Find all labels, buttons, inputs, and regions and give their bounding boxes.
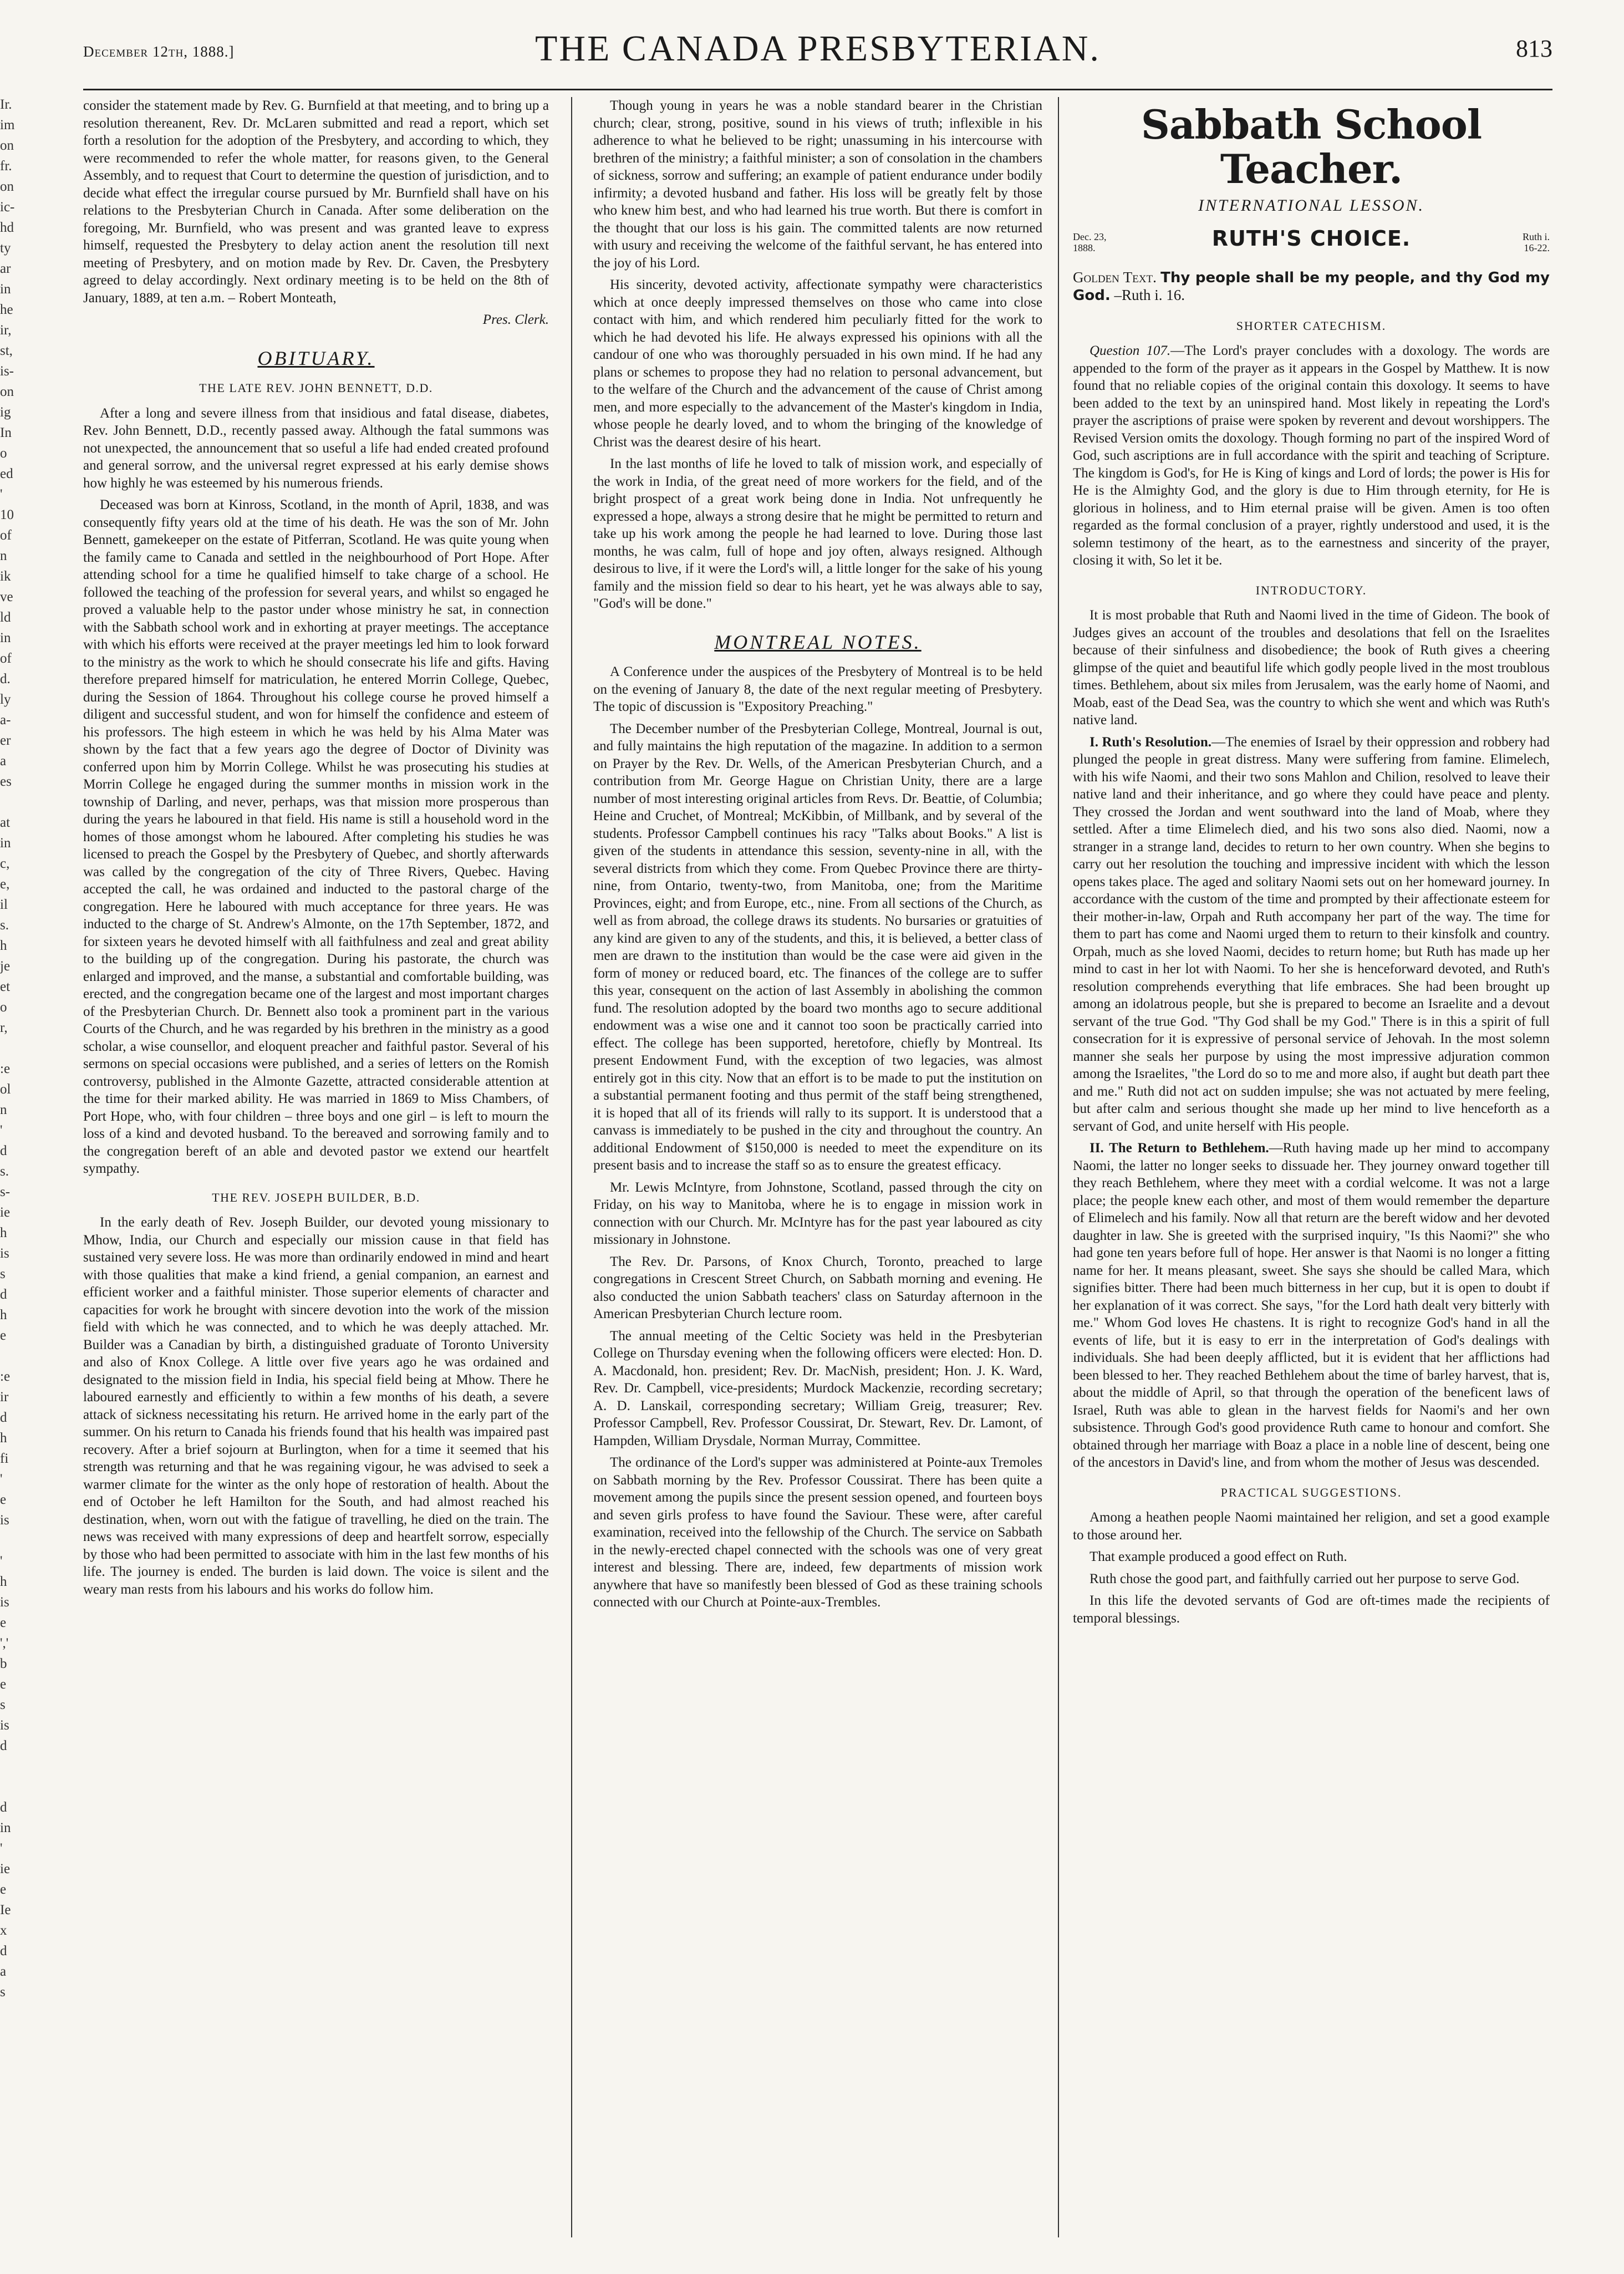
gutter-fragment: is: [0, 1246, 9, 1261]
gutter-fragment: e: [0, 1492, 7, 1507]
obituary-builder-continued-paragraph: Though young in years he was a noble standard bearer in the Christian church; clear, strong, positive, sound in his views of truth; inflexible in his adherence to what he believed to be right; unassuming in his intercourse with brethren of the ministry; a faithful minister; a son of consolation in the chambers of sickness, sorrow and suffering; an example of patient endurance under bodily infirmity; a devoted husband and father. His loss will be greatly felt by those who knew him best, and who had learned his true worth. But there is comfort in the thought that our loss is his gain. The committed talents are now returned with usury and receiving the welcome of the faithful servant, he has entered into the joy of his Lord.: [593, 98, 1042, 271]
gutter-fragment: [0, 1777, 22, 1797]
column-3: [1073, 97, 1550, 1631]
gutter-fragment: of: [0, 651, 12, 666]
lesson-title: RUTH'S CHOICE.: [1211, 226, 1411, 251]
gutter-fragment: ie: [0, 1861, 11, 1876]
gutter-fragment: e: [0, 1677, 7, 1692]
section-lead: II. The Return to Bethlehem.: [1090, 1141, 1269, 1156]
column-1: [83, 97, 549, 1603]
gutter-fragment: ic-: [0, 200, 15, 215]
gutter-fragment: fr.: [0, 159, 12, 174]
practical-suggestion: In this life the devoted servants of God are oft-times made the recipients of temporal blessings.: [1073, 1593, 1550, 1626]
practical-suggestion: Ruth chose the good part, and faithfully carried out her purpose to serve God.: [1090, 1571, 1520, 1586]
gutter-fragment: st,: [0, 343, 13, 358]
introductory-paragraph: It is most probable that Ruth and Naomi lived in the time of Gideon. The book of Judges gives an account of the troubles and desolations that fell on the Israelites because of their sinfulness and disobedience; the book of Ruth gives a cheering glimpse of the quiet and beautiful life which godly people lived in the most troublous times. Bethlehem, about six miles from Jerusalem, was the early home of Naomi, and Moab, east of the Dead Sea, was the country to which she went and which was Ruth's native land.: [1073, 608, 1550, 728]
obituary-bennett-paragraph: After a long and severe illness from that insidious and fatal disease, diabetes, Rev. John Bennett, D.D., recently passed away. Although the fatal summons was not unexpected, the announcement that so useful a life had ended created profound and general sorrow, and the universal regret expressed at his early demise shows how highly he was esteemed by his numerous friends.: [83, 405, 549, 491]
gutter-fragment: s-: [0, 1184, 11, 1199]
header-date: December 12th, 1888.]: [83, 43, 235, 60]
gutter-fragment: o: [0, 446, 7, 461]
page-header: [83, 21, 1552, 82]
column-2: [593, 97, 1042, 1616]
gutter-fragment: is: [0, 1718, 9, 1733]
montreal-notes-paragraph: Mr. Lewis McIntyre, from Johnstone, Scotland, passed through the city on Friday, on his way to Manitoba, where he is to engage in mission work in connection with our Church. Mr. McIntyre has for the past year laboured as city missionary in Johnstone.: [593, 1179, 1042, 1247]
gutter-fragment: s: [0, 1266, 6, 1281]
gutter-fragment: [0, 1756, 22, 1777]
gutter-fragment: et: [0, 979, 11, 994]
catechism-heading: SHORTER CATECHISM.: [1236, 318, 1387, 333]
gutter-fragment: s.: [0, 918, 9, 933]
montreal-notes-paragraph: The annual meeting of the Celtic Society was held in the Presbyterian College on Thursday evening when the following officers were elected: Hon. D. A. Macdonald, hon. president; Rev. Dr. MacNish, president; Hon. J. K. Ward, Rev. Dr. Campbell, vice-presidents; Murdock Mackenzie, recording secretary; A. D. Lanskail, corresponding secretary; William Greig, treasurer; Rev. Professor Campbell, Rev. Professor Coussirat, Dr. Stewart, Rev. Dr. Lamont, of Hampden, William Drysdale, Norman Murray, Committee.: [593, 1328, 1042, 1448]
lesson-reference-line: 16-22.: [1524, 242, 1550, 253]
obituary-builder-paragraph: In the early death of Rev. Joseph Builder, our devoted young missionary to Mhow, India, our Church and especially our mission cause in that field has sustained very severe loss. He was more than ordinarily endowed in mind and heart with those qualities that make a kind friend, a genial companion, an earnest and efficient worker and a faithful minister. Those superior elements of character and capacities for work he brought with sincere devotion into the work of the mission field with which he was connected, and to which he was deeply attached. Mr. Builder was a Canadian by birth, a distinguished graduate of Toronto University and also of Knox College. A little over five years ago he was ordained and designated to the mission field in India, his special field being at Mhow. There he laboured earnestly and efficiently to within a few months of his death, a severe attack of sickness necessitating his return. He arrived home in the early part of the summer. On his return to Canada his friends found that his health was impaired past recovery. After a brief sojourn at Burlington, when for a time it seemed that his strength was returning and that he was regaining vigour, he was advised to seek a warmer climate for the winter as the only hope of restoration of health. About the end of October he left Hamilton for the South, and had almost reached his destination, when, worn out with the fatigue of travelling, he died on the train. The news was received with many expressions of deep and heartfelt sorrow, especially by those who had been permitted to associate with him in the last few months of his life. The journey is ended. The burden is laid down. The voice is silent and the weary man rests from his labours and his works do follow him.: [83, 1215, 549, 1597]
lesson-reference-line: Ruth i.: [1522, 231, 1550, 242]
gutter-fragment: ol: [0, 1082, 11, 1097]
gutter-fragment: s.: [0, 1164, 9, 1179]
gutter-fragment: d: [0, 1738, 7, 1753]
montreal-notes-title: MONTREAL NOTES.: [714, 630, 922, 653]
gutter-fragment: r,: [0, 1020, 8, 1035]
lesson-reference: [1523, 231, 1550, 253]
gutter-fragment: is-: [0, 364, 14, 379]
gutter-fragment: [0, 792, 22, 812]
obituary-builder-continued-paragraph: In the last months of life he loved to talk of mission work, and especially of the work in India, of the great need of more workers for the field, and of the bright prospect of a great work being done in India. Not unfrequently he expressed a hope, always a strong desire that he might be permitted to return and take up his work among the people he had learned to love. During those last months, he was calm, full of hope and joy often, always resigned. Although desirous to live, if it were the Lord's will, a little longer for the sake of his young family and the mission field so dear to his heart, yet he was always able to say, "God's will be done.": [593, 456, 1042, 611]
golden-text-reference: –Ruth i. 16.: [1114, 287, 1185, 303]
gutter-fragment: In: [0, 425, 12, 440]
gutter-fragment: [0, 1038, 22, 1059]
gutter-fragment: x: [0, 1923, 7, 1938]
catechism-paragraph: [1073, 342, 1550, 569]
gutter-fragment: ',': [0, 1636, 9, 1651]
obituary-section-title: OBITUARY.: [257, 347, 375, 369]
gutter-fragment: d: [0, 1143, 7, 1158]
gutter-fragment: e: [0, 1615, 7, 1630]
header-title: THE CANADA PRESBYTERIAN.: [535, 28, 1101, 69]
gutter-fragment: h: [0, 938, 7, 953]
left-gutter-fragments: [0, 94, 22, 2246]
gutter-fragment: ': [0, 487, 3, 502]
gutter-fragment: h: [0, 1225, 7, 1240]
gutter-fragment: at: [0, 815, 11, 830]
gutter-fragment: e: [0, 1328, 7, 1343]
gutter-fragment: ie: [0, 1205, 11, 1220]
obituary-bennett-heading: THE LATE REV. JOHN BENNETT, D.D.: [199, 381, 433, 395]
practical-suggestions-heading: PRACTICAL SUGGESTIONS.: [1220, 1485, 1402, 1499]
gutter-fragment: ed: [0, 466, 13, 481]
lesson-date-line: 1888.: [1073, 242, 1096, 253]
montreal-notes-paragraph: The ordinance of the Lord's supper was administered at Pointe-aux Tremoles on Sabbath morning by the Rev. Professor Coussirat. There has been quite a movement among the pupils since the present session opened, and fourteen boys and seven girls profess to have found the Saviour. These were, after careful examination, received into the fellowship of the Church. The service on Sabbath in the newly-erected chapel connected with the schools was one of very great interest and blessing. There are, indeed, few departments of mission work anywhere that have so manifestly been blessed of God as these training schools connected with our Church at Pointe-aux-Trembles.: [593, 1455, 1042, 1610]
gutter-fragment: ': [0, 1472, 3, 1487]
gutter-fragment: ': [0, 1841, 3, 1856]
gutter-fragment: is: [0, 1513, 9, 1528]
obituary-builder-continued-paragraph: His sincerity, devoted activity, affectionate sympathy were characteristics which at once deeply impressed themselves on those who came into close contact with him, and which rendered him peculiarly fitted for the work to which he had devoted his life. He always expressed his opinions with all the candour of one who was thoroughly persuaded in his own mind. If he had any plans or schemes to propose they had no relation to personal advancement, but to the welfare of the Church and the advancement of the cause of Christ among men, and more especially to the advancement of the Master's kingdom in India, whose people he dearly loved, and to whom the bringing of the knowledge of Christ was the dearest desire of his heart.: [593, 277, 1042, 450]
gutter-fragment: er: [0, 733, 11, 748]
practical-suggestion: That example produced a good effect on Ruth.: [1090, 1549, 1347, 1564]
gutter-fragment: :e: [0, 1061, 11, 1076]
gutter-fragment: a: [0, 754, 7, 769]
gutter-fragment: in: [0, 630, 11, 645]
gutter-fragment: a-: [0, 713, 11, 728]
golden-text-verse: Thy people shall be my people, and thy God my God.: [1073, 269, 1550, 304]
gutter-fragment: il: [0, 897, 8, 912]
gutter-fragment: in: [0, 836, 11, 851]
gutter-fragment: h: [0, 1574, 7, 1589]
practical-suggestion: Among a heathen people Naomi maintained her religion, and set a good example to those around her.: [1073, 1510, 1550, 1543]
gutter-fragment: e: [0, 1882, 7, 1897]
gutter-fragment: Ie: [0, 1902, 11, 1917]
gutter-fragment: hd: [0, 220, 14, 235]
gutter-fragment: h: [0, 1431, 7, 1446]
catechism-text: —The Lord's prayer concludes with a doxology. The words are appended to the form of the prayer as it appears in the Gospel by Matthew. It is now found that no reliable copies of the original contain this doxology. It seems to have been added to the text by an uninspired hand. Most likely in repeating the Lord's prayer the ascriptions of praise were spoken by reverent and devout worshippers. The Revised Version omits the doxology. Though forming no part of the inspired Word of God, such ascriptions are in full accordance with the spirit and teaching of Scripture. The kingdom is God's, for He is King of kings and Lord of lords; the power is His for He is the Almighty God, and the glory is due to Him through eternity, for He is glorious in holiness, and to Him eternal praise will be given. Amen is too often regarded as the formal conclusion of a prayer, rightly understood and used, it is the solemn testimony of the heart, as to the earnestness and sincerity of the prayer, closing it with, So let it be.: [1073, 343, 1550, 568]
column-divider-2: [1058, 97, 1059, 2237]
gutter-fragment: ir: [0, 1390, 9, 1405]
gutter-fragment: d: [0, 1944, 7, 1958]
montreal-notes-paragraph: The Rev. Dr. Parsons, of Knox Church, Toronto, preached to large congregations in Crescent Street Church, on Sabbath morning and evening. He also conducted the union Sabbath teachers' class on Saturday afternoon in the American Presbyterian Church lecture room.: [593, 1254, 1042, 1321]
gutter-fragment: es: [0, 774, 12, 789]
gutter-fragment: [0, 1530, 22, 1551]
section-return-to-bethlehem: [1073, 1139, 1550, 1472]
gutter-fragment: d.: [0, 671, 11, 686]
gutter-fragment: ik: [0, 569, 11, 584]
gutter-fragment: on: [0, 179, 14, 194]
golden-text: [1073, 269, 1550, 305]
gutter-fragment: ld: [0, 610, 11, 625]
montreal-notes-paragraph: The December number of the Presbyterian College, Montreal, Journal is out, and fully maintains the high reputation of the magazine. In addition to a sermon on Prayer by the Rev. Dr. Wells, of the American Presbyterian Church, and a contribution from Mr. George Hague on Christian Unity, there are a large number of most interesting original articles from Revs. Dr. Beattie, of Columbia; Heine and Cruchet, of Montreal; McKibbin, of Millbank, and by several of the students. Professor Campbell continues his racy "Talks about Books." A list is given of the students in attendance this session, seventy-nine in all, with the several districts from which they come. From Quebec Province there are thirty-nine, from Ontario, twenty-two, from Manitoba, one; from the Maritime Provinces, eight; and from Europe, etc., nine. From all sections of the Church, as well as from abroad, the college draws its students. No bursaries or gratuities of any kind are given to any of the students, and this, it is believed, a better class of men are drawn to the institution than would be the case were aid given in the form of money or reduced board, etc. The finances of the college are to suffer this year, consequent on the action of last Assembly in abolishing the common fund. The resolution adopted by the board two months ago to secure additional endowment was a wise one and it cannot too soon be practically carried into effect. The college has been supported, heretofore, chiefly by Montreal. Its present Endowment Fund, with the exception of two legacies, was almost entirely got in this city. Now that an effort is to be made to put the institution on a substantial permanent footing and thus permit of the staff being strengthened, it is hoped that all of its friends will rally to its support. It is understood that a canvass is immediately to be pushed in the city and throughout the country. An additional Endowment of $150,000 is needed to meet the expenditure on its present basis and to increase the staff so as to ensure the greatest efficacy.: [593, 721, 1042, 1173]
gutter-fragment: c,: [0, 856, 10, 871]
header-rule: [83, 89, 1552, 90]
gutter-fragment: a: [0, 1964, 7, 1979]
gutter-fragment: d: [0, 1410, 7, 1425]
lesson-heading-row: [1073, 226, 1550, 261]
section-ruths-resolution: [1073, 734, 1550, 1136]
gutter-fragment: [0, 1346, 22, 1366]
lesson-date-line: Dec. 23,: [1073, 231, 1107, 242]
gutter-fragment: in: [0, 1820, 11, 1835]
presbytery-clerk-signature: Pres. Clerk.: [482, 312, 549, 327]
gutter-fragment: of: [0, 528, 12, 543]
gutter-fragment: im: [0, 118, 15, 133]
montreal-notes-paragraph: A Conference under the auspices of the Presbytery of Montreal is to be held on the evening of January 8, the date of the next regular meeting of Presbytery. The topic of discussion is "Expository Preaching.": [593, 664, 1042, 714]
section-text: —Ruth having made up her mind to accompany Naomi, the latter no longer seeks to dissuade her. They journey onward together till they reach Bethlehem, where they meet with a cordial welcome. It was not a large place; the people knew each other, and most of them would remember the departure of Elimelech and his family. Now all that return are the bereft widow and her devoted daughter in law. She is greeted with the surprised inquiry, "Is this Naomi?" she who had gone ten years before full of hope. Her answer is that Naomi is no longer a fitting name for her. It means pleasant, sweet. She says she should be called Mara, which signifies bitter. There had been much bitterness in her cup, but it is open to doubt if her explanation of it was correct. She says, "for the Lord hath dealt very bitterly with me." Whom God loves He chastens. It is right to recognize God's hand in all the events of life, but it is easy to err in the interpretation of God's dealings with individuals. She had been deeply afflicted, but it is evident that her afflictions had been blessed to her. They reached Bethlehem about the time of barley harvest, that is, about the middle of April, so that through the operation of the beneficent laws of Israel, Ruth was able to glean in the harvest fields for Naomi's and her own subsistence. Through God's good providence Ruth came to honour and comfort. She obtained through her marriage with Boaz a place in a noble line of descent, being one of the ancestors in David's line, and from whom the mother of Jesus was descended.: [1073, 1141, 1550, 1470]
gutter-fragment: d: [0, 1800, 7, 1815]
gutter-fragment: e,: [0, 877, 10, 892]
gutter-fragment: on: [0, 384, 14, 399]
obituary-bennett-paragraph: Deceased was born at Kinross, Scotland, in the month of April, 1838, and was consequently fifty years old at the time of his death. He was the son of Mr. John Bennett, gamekeeper on the estate of Pitferran, Scotland. He was quite young when the family came to Canada and settled in the neighbourhood of Port Hope. After attending school for a time he qualified himself to take charge of a school. He followed the teaching of the profession for several years, and whilst so engaged he proved a valuable help to the pastor under whose ministry he sat, in connection with the Sabbath school work and in exhorting at prayer meetings. The acceptance with which his efforts were received at the prayer meetings led him to look forward to the ministry as the work to which he should consecrate his life and gifts. Having therefore prepared himself for matriculation, he entered Morrin College, Quebec, during the Session of 1864. Throughout his college course he proved himself a diligent and successful student, and won for himself the confidence and esteem of his professors. The high esteem in which he was held by his Alma Mater was shown by the fact that a few years ago the degree of Doctor of Divinity was conferred upon him by Morrin College. Whilst he was prosecuting his studies at Morrin College he engaged during the summer months in mission work in the township of Darling, and never, perhaps, was that mission more prosperous than during the years he laboured in that field. His name is still a household word in the homes of those amongst whom he laboured. After completing his studies he was licensed to preach the Gospel by the Presbytery of Quebec, and shortly afterwards was called by the congregation of the city of Three Rivers, Quebec. Having accepted the call, he was ordained and inducted to the pastoral charge of the congregation. Here he laboured with much acceptance for three years. He was inducted to the charge of St. Andrew's Almonte, on the 17th September, 1872, and for sixteen years he devoted himself with all faithfulness and zeal and great ability to the building up of the congregation. During his pastorate, the church was enlarged and improved, and the manse, a substantial and comfortable building, was erected, and the congregation became one of the largest and most important charges of the Presbyterian Church. Dr. Bennett also took a prominent part in the various Courts of the Church, and he was regarded by his brethren in the ministry as a good scholar, a wise counsellor, and eloquent preacher and faithful pastor. Several of his sermons on special occasions were published, and a series of letters on the Romish controversy, published in the Almonte Gazette, attracted considerable attention at the time for their marked ability. He was married in 1869 to Miss Chambers, of Port Hope, who, with four children – three boys and one girl – is left to mourn the loss of a kind and devoted husband. To the bereaved and sorrowing family and to the congregation bereft of an able and devoted pastor we extend our heartfelt sympathy.: [83, 497, 549, 1176]
column-divider-1: [571, 97, 572, 2237]
gutter-fragment: n: [0, 1102, 7, 1117]
gutter-fragment: ty: [0, 241, 11, 256]
header-page-number: 813: [1516, 35, 1552, 62]
gutter-fragment: n: [0, 548, 7, 563]
gutter-fragment: o: [0, 1000, 7, 1015]
international-lesson-subtitle: INTERNATIONAL LESSON.: [1198, 196, 1425, 215]
gutter-fragment: ': [0, 1123, 3, 1138]
gutter-fragment: ve: [0, 589, 13, 604]
gutter-fragment: :e: [0, 1369, 11, 1384]
gutter-fragment: ar: [0, 261, 11, 276]
gutter-fragment: s: [0, 1697, 6, 1712]
gutter-fragment: d: [0, 1287, 7, 1302]
sabbath-school-title: Sabbath School Teacher.: [1141, 101, 1482, 192]
golden-text-label: Golden Text.: [1073, 268, 1157, 286]
gutter-fragment: is: [0, 1595, 9, 1610]
gutter-fragment: on: [0, 138, 14, 153]
gutter-fragment: ': [0, 1554, 3, 1569]
gutter-fragment: ly: [0, 692, 11, 707]
gutter-fragment: Ir.: [0, 97, 12, 112]
gutter-fragment: je: [0, 959, 11, 974]
gutter-fragment: ir,: [0, 323, 12, 338]
gutter-fragment: h: [0, 1308, 7, 1322]
gutter-fragment: s: [0, 1985, 6, 2000]
gutter-fragment: b: [0, 1656, 7, 1671]
section-text: —The enemies of Israel by their oppression and robbery had plunged the people in great distress. Many were suffering from famine. Elimelech, with his wife Naomi, and their two sons Mahlon and Chilion, resolved to leave their native land and their inheritance, and go where they could have peace and plenty. They crossed the Jordan and went southward into the land of Moab, where they settled. After a time Elimelech died, and his two sons also died. Naomi, now a stranger in a strange land, decides to return to her own country. When she begins to carry out her resolution the touching and impressive incident with which the lesson opens takes place. The aged and solitary Naomi sets out on her homeward journey. In accordance with the custom of the time and prompted by their affectionate esteem for their mother-in-law, Orpah and Ruth accompany her part of the way. The time for them to part has come and Naomi urged them to return to their kinsfolk and country. Orpah, much as she loved Naomi, decides to return home; but Ruth has made up her mind to cast in her lot with Naomi. To her she is henceforward devoted, and Ruth's resolution comprehends everything that life embraces. She had been brought up among an idolatrous people, but she is prepared to become an Israelite and a devout servant of the true God. "Thy God shall be my God." There is in this a spirit of full consecration for it is expressive of personal service of Jehovah. In the most solemn manner she seals her purpose by using the most impressive adjuration common among the Israelites, "the Lord do so to me and more also, if aught but death part thee and me." Ruth did not act on sudden impulse; she was not actuated by mere feeling, but after calm and serious thought she made up her mind to live henceforth as a servant of God, and unite herself with His people.: [1073, 734, 1550, 1134]
obituary-builder-heading: THE REV. JOSEPH BUILDER, B.D.: [212, 1190, 420, 1204]
gutter-fragment: 10: [0, 507, 14, 522]
gutter-fragment: he: [0, 302, 13, 317]
gutter-fragment: ig: [0, 405, 11, 420]
catechism-question-label: Question 107.: [1090, 343, 1171, 358]
gutter-fragment: in: [0, 282, 11, 297]
section-lead: I. Ruth's Resolution.: [1090, 734, 1212, 750]
introductory-heading: INTRODUCTORY.: [1255, 583, 1367, 597]
gutter-fragment: fi: [0, 1451, 9, 1466]
presbytery-report-paragraph: consider the statement made by Rev. G. Burnfield at that meeting, and to bring up a resolution thereanent, Rev. Dr. McLaren submitted and read a report, which set forth a resolution for the adoption of the Presbytery, and according to which, they were recommended to refer the whole matter, for reasons given, to the General Assembly, and to request that Court to determine the question of jurisdiction, and to decide what effect the irregular course pursued by Mr. Burnfield shall have on his relations to the Presbyterian Church in Canada. After some deliberation on the foregoing, Mr. Burnfield, who was present and was granted leave to express himself, requested the Presbytery to delay action anent the resolution till next meeting of Presbytery, and on motion made by Rev. Dr. Caven, the Presbytery agreed to delay accordingly. Next ordinary meeting is to be held on the 8th of January, 1889, at ten a.m. – Robert Monteath,: [83, 98, 549, 306]
